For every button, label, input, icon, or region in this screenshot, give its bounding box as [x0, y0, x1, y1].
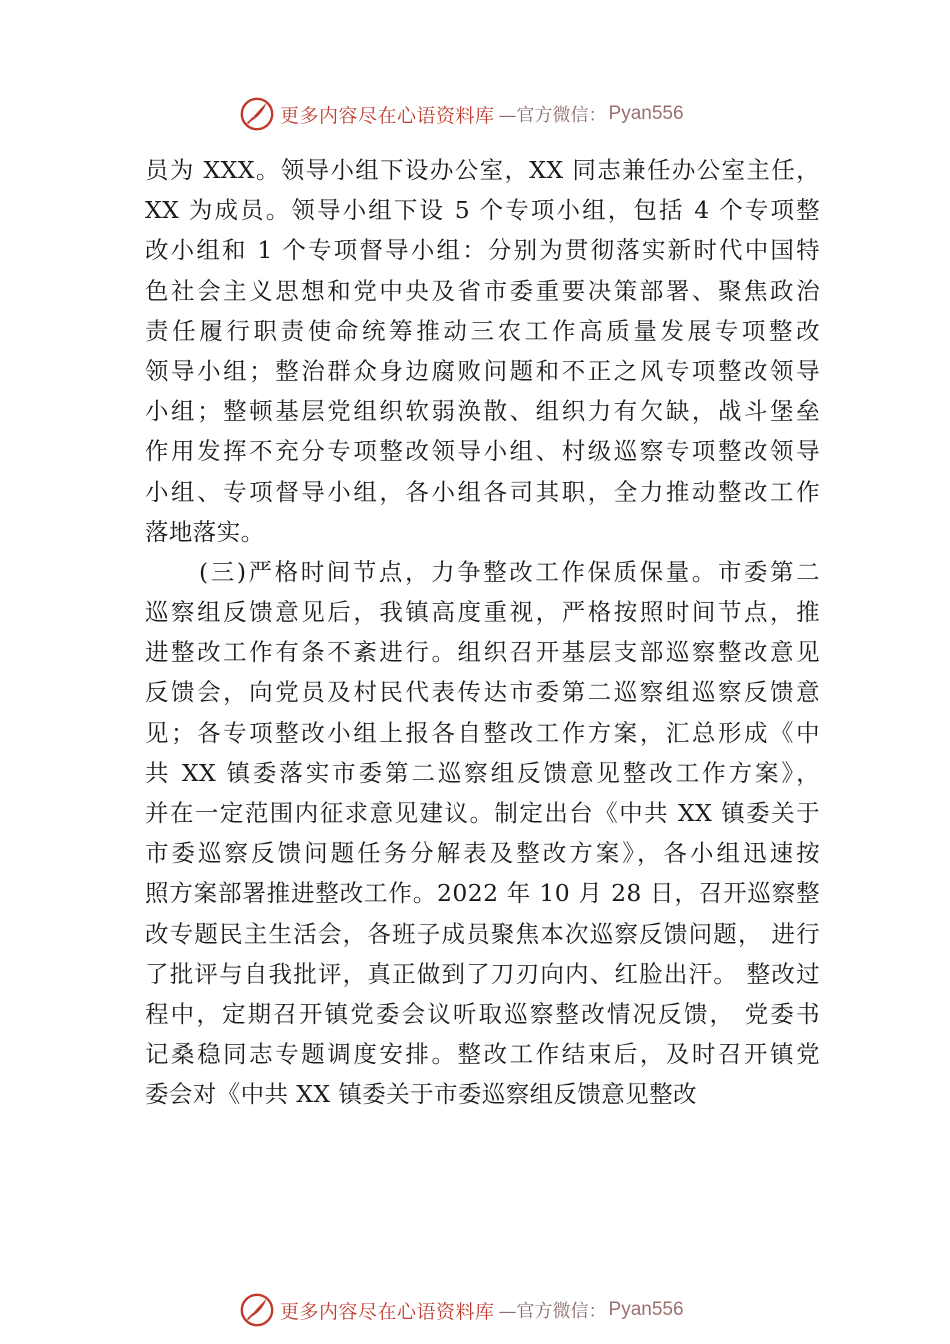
text-line: 市委巡察反馈问题任务分解表及整改方案》，各小组迅速按	[145, 839, 820, 868]
quill-logo-icon	[238, 95, 276, 133]
text-line: 照方案部署推进整改工作。2022 年 10 月 28 日，召开巡察整	[145, 879, 820, 908]
document-body	[145, 150, 820, 1115]
text-line: 色社会主义思想和党中央及省市委重要决策部署、聚焦政治	[145, 276, 820, 305]
banner-separator: —官方微信：	[498, 105, 607, 126]
section-heading-line: (三)严格时间节点，力争整改工作保质保量。市委第二	[199, 557, 820, 586]
text-line: 作用发挥不充分专项整改领导小组、村级巡察专项整改领导	[145, 437, 820, 466]
text-line: 并在一定范围内征求意见建议。制定出台《中共 XX 镇委关于	[145, 799, 820, 827]
text-line: 共 XX 镇委落实市委第二巡察组反馈意见整改工作方案》，	[145, 758, 820, 787]
text-line: 改小组和 1 个专项督导小组：分别为贯彻落实新时代中国特	[145, 236, 820, 265]
text-line: XX 为成员。领导小组下设 5 个专项小组，包括 4 个专项整	[145, 196, 820, 225]
text-line: 巡察组反馈意见后，我镇高度重视，严格按照时间节点，推	[145, 598, 820, 627]
text-line: 程中，定期召开镇党委会议听取巡察整改情况反馈， 党委书	[145, 999, 820, 1028]
text-line: 进整改工作有条不紊进行。组织召开基层支部巡察整改意见	[145, 638, 820, 667]
text-line: 员为 XXX。领导小组下设办公室，XX 同志兼任办公室主任，	[145, 156, 820, 184]
text-line: 记桑稳同志专题调度安排。整改工作结束后，及时召开镇党	[145, 1040, 820, 1069]
text-line: 落地落实。	[145, 517, 265, 546]
banner-wechat-id: Pyan556	[608, 1299, 684, 1320]
quill-logo-icon	[238, 1291, 276, 1329]
text-line: 小组；整顿基层党组织软弱涣散、组织力有欠缺，战斗堡垒	[145, 397, 820, 426]
text-line: 委会对《中共 XX 镇委关于市委巡察组反馈意见整改	[145, 1080, 697, 1109]
text-line: 领导小组；整治群众身边腐败问题和不正之风专项整改领导	[145, 356, 820, 385]
header-banner	[0, 94, 950, 134]
banner-wechat-id: Pyan556	[608, 103, 684, 124]
text-line: 小组、专项督导小组，各小组各司其职，全力推动整改工作	[145, 477, 820, 506]
banner-title: 更多内容尽在心语资料库	[280, 1300, 495, 1323]
text-line: 责任履行职责使命统筹推动三农工作高质量发展专项整改	[145, 316, 820, 345]
text-line: 反馈会，向党员及村民代表传达市委第二巡察组巡察反馈意	[145, 678, 820, 707]
text-line: 了批评与自我批评，真正做到了刀刃向内、红脸出汗。 整改过	[145, 959, 820, 988]
text-line: 见；各专项整改小组上报各自整改工作方案，汇总形成《中	[145, 718, 820, 747]
banner-separator: —官方微信：	[498, 1301, 607, 1322]
footer-banner	[0, 1290, 950, 1330]
banner-title: 更多内容尽在心语资料库	[280, 104, 495, 127]
text-line: 改专题民主生活会，各班子成员聚焦本次巡察反馈问题， 进行	[145, 919, 820, 948]
